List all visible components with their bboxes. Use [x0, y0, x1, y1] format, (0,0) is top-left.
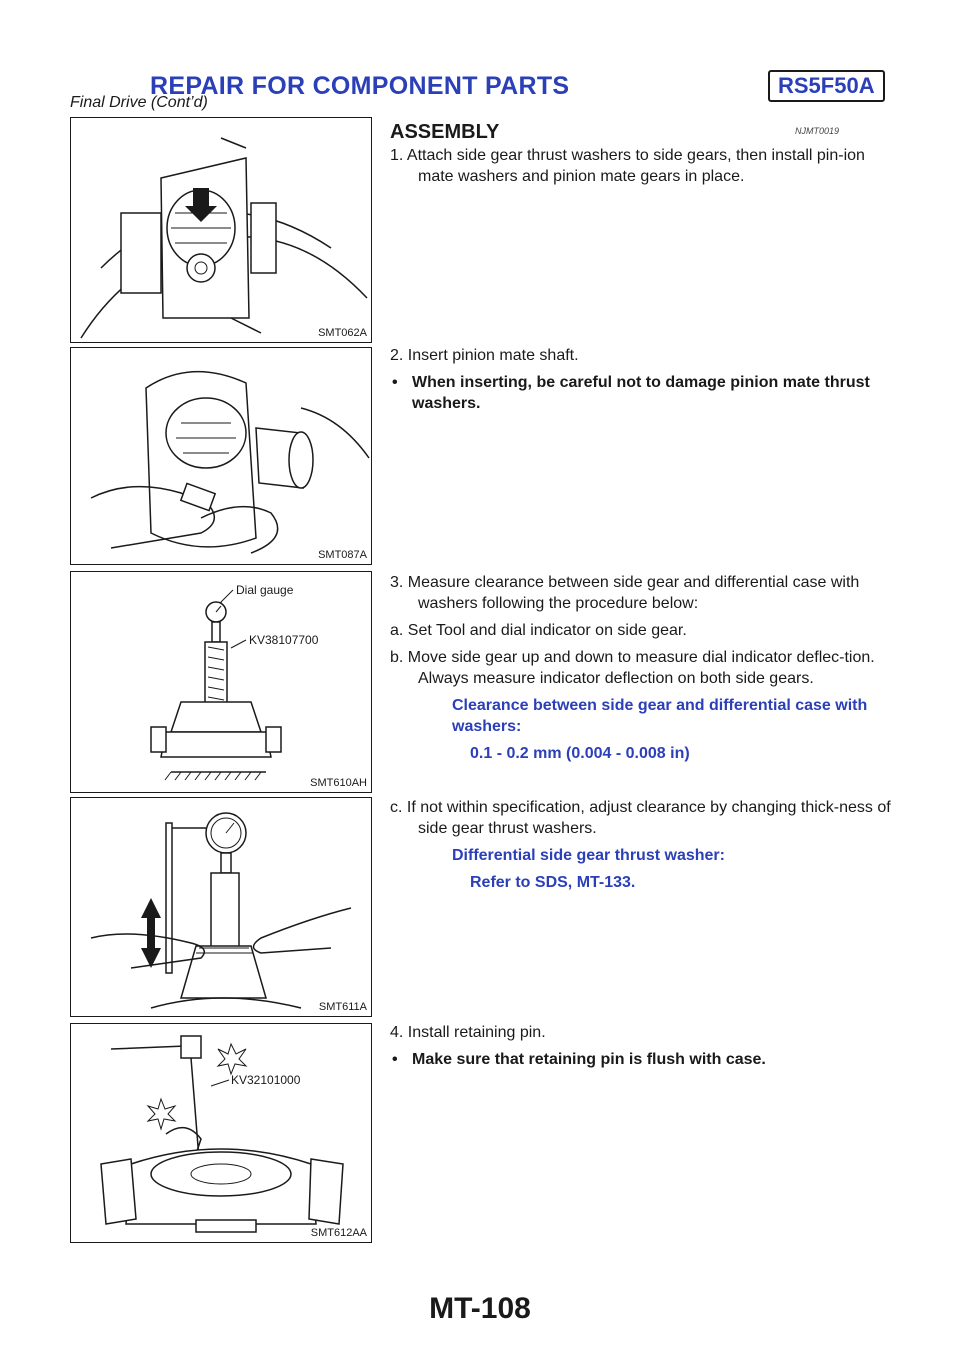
clearance-spec-label: Clearance between side gear and differential case with washers: — [452, 697, 868, 735]
differential-case-illustration — [71, 118, 371, 342]
dial-indicator-measurement-illustration — [71, 798, 371, 1016]
step-2: 2. Insert pinion mate shaft. — [390, 347, 579, 364]
figure-smt610ah — [70, 571, 372, 793]
step-1: 1. Attach side gear thrust washers to side gears, then install pin-ion mate washers and pinion mate gears in place. — [390, 147, 865, 185]
figure-label: SMT062A — [318, 327, 367, 339]
retaining-pin-installation-illustration — [71, 1024, 371, 1242]
step-2-caution — [390, 372, 892, 414]
caution-text: Make sure that retaining pin is flush with case. — [412, 1051, 766, 1068]
washer-spec-label: Differential side gear thrust washer: — [452, 847, 725, 864]
step-3b: b. Move side gear up and down to measure dial indicator deflec-tion. Always measure indicator deflection on both side gears. — [390, 649, 875, 687]
page-header-title: REPAIR FOR COMPONENT PARTS — [150, 72, 570, 100]
step-4-caution — [390, 1049, 892, 1070]
washer-spec-value: Refer to SDS, MT-133. — [470, 874, 636, 891]
figure-label: SMT611A — [318, 1001, 367, 1013]
bullet-icon: • — [392, 1051, 398, 1068]
step-1-block — [390, 145, 892, 193]
page-subtitle: Final Drive (Cont’d) — [70, 94, 208, 111]
caution-text: When inserting, be careful not to damage pinion mate thrust washers. — [412, 374, 870, 412]
step-3a: a. Set Tool and dial indicator on side gear. — [390, 622, 687, 639]
model-code-badge: RS5F50A — [768, 70, 885, 102]
clearance-spec-value: 0.1 - 0.2 mm (0.004 - 0.008 in) — [470, 745, 690, 762]
figure-label: SMT610AH — [310, 777, 367, 789]
section-title: ASSEMBLY — [390, 121, 500, 143]
figure-label: SMT612AA — [310, 1227, 367, 1239]
step-3: 3. Measure clearance between side gear and differential case with washers following the procedure below: — [390, 574, 860, 612]
bullet-icon: • — [392, 374, 398, 391]
step-4: 4. Install retaining pin. — [390, 1024, 546, 1041]
figure-smt612aa — [70, 1023, 372, 1243]
pinion-shaft-insertion-illustration — [71, 348, 371, 564]
page-number: MT-108 — [429, 1292, 531, 1325]
dial-gauge-setup-illustration — [71, 572, 371, 792]
step-2-block — [390, 345, 892, 420]
step-3-block — [390, 572, 892, 770]
section-ref-code: NJMT0019 — [795, 126, 840, 136]
step-3c: c. If not within specification, adjust clearance by changing thick-ness of side gear thrust washers. — [390, 799, 891, 837]
figure-label: SMT087A — [318, 549, 367, 561]
step-4-block — [390, 1022, 892, 1076]
callout-tool-number: KV32101000 — [231, 1073, 301, 1087]
callout-dial-gauge: Dial gauge — [236, 583, 294, 597]
figure-smt087a — [70, 347, 372, 565]
figure-smt611a — [70, 797, 372, 1017]
callout-tool-number: KV38107700 — [249, 633, 319, 647]
figure-smt062a — [70, 117, 372, 343]
step-3c-block — [390, 797, 892, 899]
